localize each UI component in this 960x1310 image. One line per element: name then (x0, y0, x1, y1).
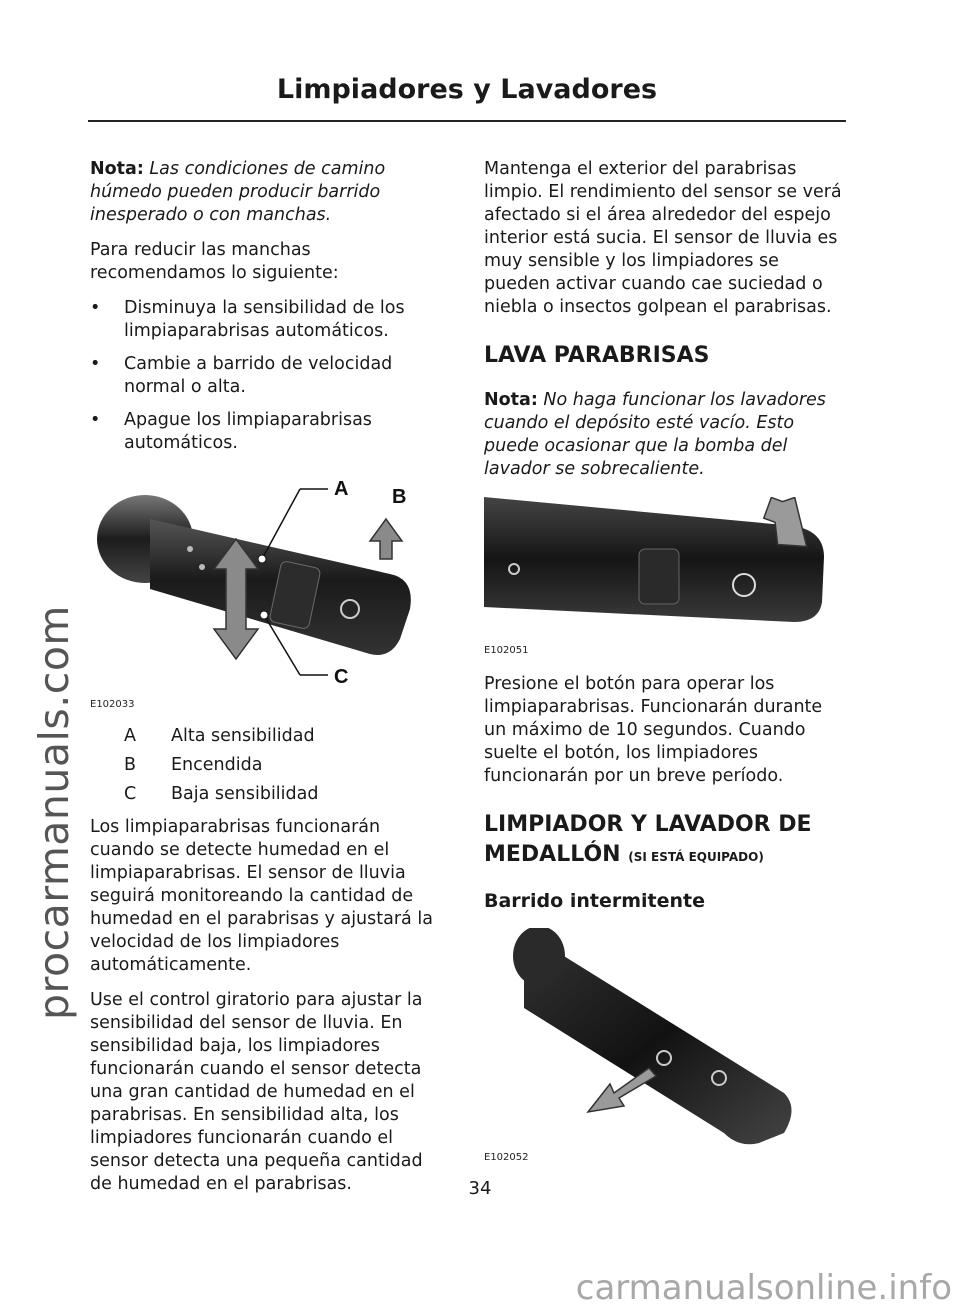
legend-label: Baja sensibilidad (171, 784, 319, 804)
rear-wiper-stalk-illustration (484, 928, 804, 1153)
intro-paragraph: Para reducir las manchas recomendamos lo siguiente: (90, 240, 339, 283)
page-title: Limpiadores y Lavadores (276, 74, 658, 105)
note-paragraph (90, 158, 448, 227)
figure-code: E102051 (484, 645, 529, 656)
legend-row (124, 783, 448, 806)
rear-wiper-figure (484, 928, 842, 1168)
washer-stalk-illustration (484, 497, 824, 642)
note-label: Nota: (90, 159, 144, 179)
wiper-stalk-illustration (90, 479, 448, 709)
section-title-suffix: (SI ESTÁ EQUIPADO) (628, 850, 764, 864)
recommendation-list (90, 297, 448, 455)
right-column (484, 158, 842, 1168)
rain-sensor-paragraph: Los limpiaparabrisas funcionarán cuando se detecte humedad en el limpiaparabrisas. El sensor de lluvia seguirá monitoreando la cantidad de humedad en el parabrisas y ajustará la velocidad de los limpiadores automáticamente. (90, 817, 433, 975)
legend-row (124, 725, 448, 748)
side-watermark: procarmanuals.com (30, 605, 78, 1020)
legend-label: Alta sensibilidad (171, 726, 315, 746)
legend-label: Encendida (171, 755, 263, 775)
washer-button-figure (484, 497, 842, 657)
header-divider (88, 120, 846, 122)
list-item: • Apague los limpiaparabrisas automáticos. (90, 409, 448, 455)
figure-code: E102052 (484, 1152, 529, 1163)
legend-row (124, 754, 448, 777)
section-heading-rear-wiper (484, 810, 842, 872)
list-item: • Cambie a barrido de velocidad normal o alta. (90, 353, 448, 399)
note-text: Las condiciones de camino húmedo pueden producir barrido inesperado o con manchas. (90, 159, 386, 225)
legend-key: A (124, 726, 136, 746)
subsection-heading-intermittent: Barrido intermitente (484, 890, 705, 912)
callout-a: A (334, 479, 349, 500)
figure-code: E102033 (90, 699, 135, 710)
section-heading-washer: LAVA PARABRISAS (484, 343, 710, 368)
list-item: • Disminuya la sensibilidad de los limpiaparabrisas automáticos. (90, 297, 448, 343)
windshield-clean-paragraph: Mantenga el exterior del parabrisas limpio. El rendimiento del sensor se verá afectado si el área alrededor del espejo interior está sucia. El sensor de lluvia es muy sensible y los limpiadores se pueden activar cuando cae suciedad o niebla o insectos golpean el parabrisas. (484, 159, 842, 317)
washer-operation-paragraph: Presione el botón para operar los limpiaparabrisas. Funcionarán durante un máximo de 10 segundos. Cuando suelte el botón, los limpiadores funcionarán por un breve período. (484, 674, 823, 786)
figure-legend (124, 725, 448, 806)
note-text: No haga funcionar los lavadores cuando el depósito esté vacío. Esto puede ocasionar que la bomba del lavador se sobrecaliente. (484, 390, 826, 479)
wiper-stalk-rotary-figure (90, 479, 448, 709)
legend-key: C (124, 784, 137, 804)
callout-b: B (392, 486, 407, 508)
section-title: LIMPIADOR Y LAVADOR DE MEDALLÓN (484, 812, 812, 867)
page-number: 34 (468, 1178, 492, 1199)
rotary-control-paragraph: Use el control giratorio para ajustar la sensibilidad del sensor de lluvia. En sensibilidad baja, los limpiadores funcionarán cuando el sensor detecta una gran cantidad de humedad en el parabrisas. En sensibilidad alta, los limpiadores funcionarán cuando el sensor detecta una pequeña cantidad de humedad en el parabrisas. (90, 990, 423, 1194)
legend-key: B (124, 755, 137, 775)
bottom-watermark: carmanualsonline.info (575, 1268, 952, 1308)
note-label: Nota: (484, 390, 538, 410)
callout-c: C (334, 666, 349, 688)
washer-note-paragraph (484, 389, 842, 481)
left-column (90, 158, 448, 1208)
